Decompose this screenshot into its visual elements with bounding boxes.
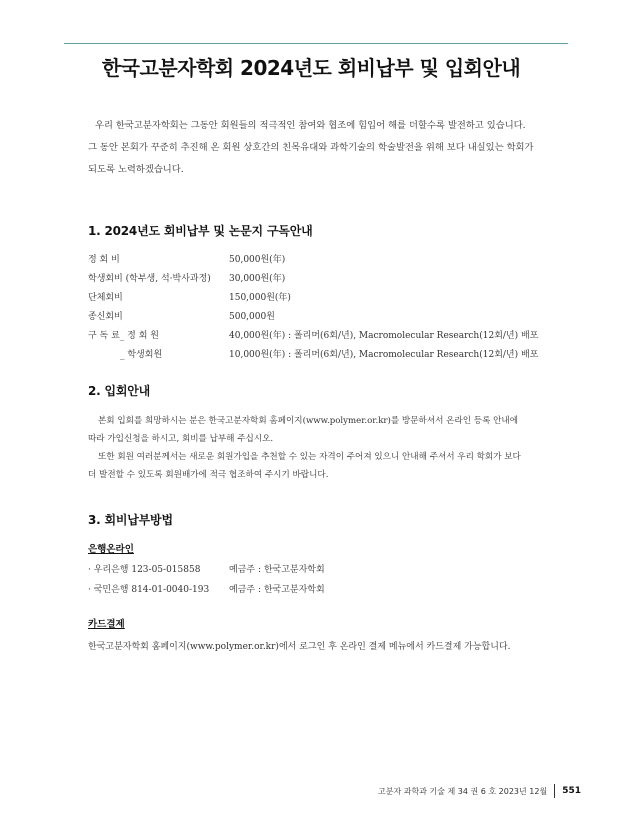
fee-label: _ 학생회원	[120, 350, 163, 360]
fee-row	[88, 268, 538, 287]
fee-row	[88, 287, 538, 306]
fee-value: 500,000원	[229, 312, 275, 322]
fee-row	[88, 344, 538, 363]
fee-value: 40,000원(年) : 폴리머(6회/년), Macromolecular Research(12회/년) 배포	[229, 331, 539, 341]
fee-value: 50,000원(年)	[229, 255, 286, 265]
membership-line: 따라 가입신청을 하시고, 회비를 납부해 주십시오.	[88, 434, 274, 444]
fee-label: 학생회비 (학부생, 석·박사과정)	[88, 274, 211, 284]
fee-value: 30,000원(年)	[229, 274, 286, 284]
membership-paragraph	[88, 412, 543, 484]
membership-line: 더 발전할 수 있도록 회원배가에 적극 협조하여 주시기 바랍니다.	[88, 470, 329, 480]
intro-line: 우리 한국고분자학회는 그동안 회원들의 적극적인 참여와 협조에 힘입어 해를 더할수록 발전하고 있습니다.	[95, 120, 526, 131]
bank-online-heading: 은행온라인	[88, 544, 134, 555]
membership-line: 본회 입회를 희망하시는 분은 한국고분자학회 홈페이지(www.polymer.or.kr)를 방문하셔서 온라인 등록 안내에	[98, 416, 519, 426]
fee-row	[88, 306, 538, 325]
section-1-heading: 1. 2024년도 회비납부 및 논문지 구독안내	[88, 224, 313, 238]
membership-line: 또한 회원 여러분께서는 새로운 회원가입을 추천할 수 있는 자격이 주어져 있으니 안내해 주셔서 우리 학회가 보다	[98, 452, 521, 462]
fee-label: 구 독 료_ 정 회 원	[88, 331, 159, 341]
bank-account-holder: 예금주 : 한국고분자학회	[229, 585, 325, 595]
section-3-heading: 3. 회비납부방법	[88, 513, 173, 527]
card-payment-heading: 카드결제	[88, 619, 125, 630]
fee-label: 단체회비	[88, 293, 123, 303]
fee-row	[88, 325, 538, 344]
intro-line: 되도록 노력하겠습니다.	[88, 164, 184, 175]
fee-label: 종신회비	[88, 312, 123, 322]
fee-value: 10,000원(年) : 폴리머(6회/년), Macromolecular Research(12회/년) 배포	[229, 350, 539, 360]
fee-value: 150,000원(年)	[229, 293, 291, 303]
journal-info: 고분자 과학과 기술 제 34 권 6 호 2023년 12월	[378, 786, 548, 796]
bank-account-holder: 예금주 : 한국고분자학회	[229, 565, 325, 575]
page-footer	[378, 784, 581, 798]
card-payment-text: 한국고분자학회 홈페이지(www.polymer.or.kr)에서 로그인 후 온라인 결제 메뉴에서 카드결제 가능합니다.	[88, 642, 511, 652]
bank-account-number: · 우리은행 123-05-015858	[88, 565, 201, 575]
intro-line: 그 동안 본회가 꾸준히 추진해 온 회원 상호간의 친목유대와 과학기술의 학술발전을 위해 보다 내실있는 학회가	[88, 142, 534, 153]
bank-account-number: · 국민은행 814-01-0040-193	[88, 585, 210, 595]
section-2-heading: 2. 입회안내	[88, 384, 151, 398]
fee-label: 정 회 비	[88, 255, 120, 265]
page-number: 551	[562, 786, 581, 796]
footer-divider	[554, 784, 555, 798]
fee-row	[88, 249, 538, 268]
intro-paragraph	[88, 115, 548, 181]
fee-table	[88, 249, 538, 363]
page-title: 한국고분자학회 2024년도 회비납부 및 입회안내	[101, 56, 521, 80]
bank-account-row	[88, 562, 325, 575]
top-rule	[64, 43, 568, 44]
bank-account-row	[88, 582, 325, 595]
